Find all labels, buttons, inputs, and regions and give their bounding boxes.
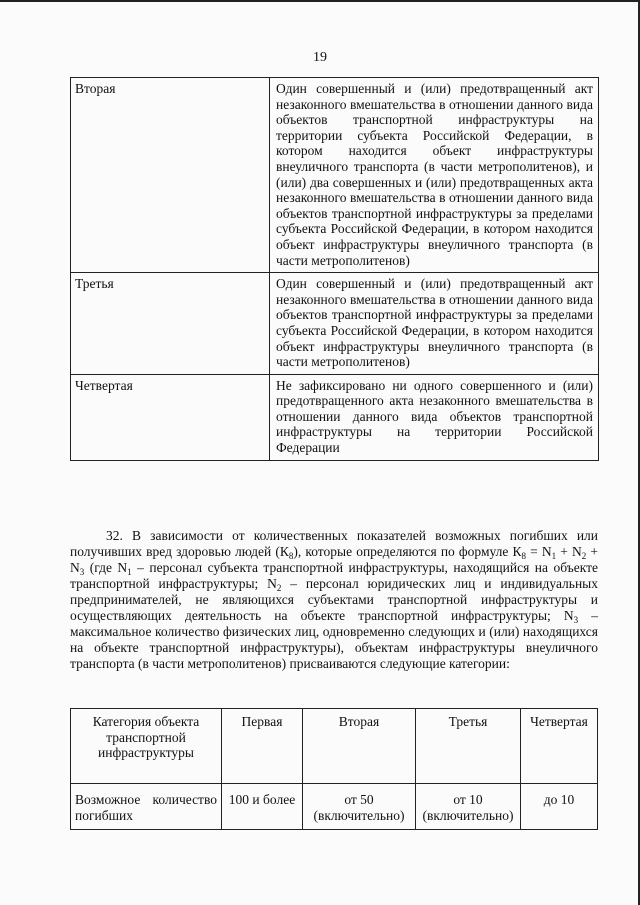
paragraph-text: – максимальное количество физических лиц, одновременно следующих и (или) находящихся на объекте транспортной инфраструктуры), объектам инфраструктуры внеуличного транспорта (в части метрополитенов) присваиваются следующие категории: [70,608,598,671]
scan-border-top [0,0,640,2]
page-number: 19 [313,50,327,65]
category-cell: Четвертая [71,374,270,460]
formula-text: + N [556,544,582,559]
categories-table [70,708,598,830]
value-cell: от 10 (включительно) [416,784,521,830]
header-cell-fourth: Четвертая [521,709,598,784]
subscript: 1 [127,567,132,577]
value-cell: от 50 (включительно) [303,784,416,830]
table-row [71,78,599,273]
value-cell: до 10 [521,784,598,830]
subscript: 8 [521,551,527,561]
subscript: 3 [79,567,85,577]
category-cell: Вторая [71,78,270,273]
header-cell-category: Категория объекта транспортной инфраструктуры [71,709,222,784]
table-row [71,374,599,460]
criteria-description-cell: Не зафиксировано ни одного совершенного и (или) предотвращенного акта незаконного вмешательства в отношении данного вида объектов транспортной инфраструктуры на территории Российской Федерации [270,374,599,460]
header-cell-second: Вторая [303,709,416,784]
formula-text: = N [526,544,552,559]
subscript: 8 [288,551,294,561]
paragraph-32 [70,528,598,672]
criteria-description-cell: Один совершенный и (или) предотвращенный акт незаконного вмешательства в отношении данного вида объектов транспортной инфраструктуры на территории субъекта Российской Федерации, в котором находится объект инфраструктуры внеуличного транспорта (в части метрополитенов), и (или) два совершенных и (или) предотвращенных акта незаконного вмешательства в отношении данного вида объектов транспортной инфраструктуры за пределами субъекта Российской Федерации, в котором находится объект инфраструктуры внеуличного транспорта (в части метрополитенов) [270,78,599,273]
criteria-description-cell: Один совершенный и (или) предотвращенный акт незаконного вмешательства в отношении данного вида объектов транспортной инфраструктуры за пределами субъекта Российской Федерации, в котором находится объект инфраструктуры внеуличного транспорта (в части метрополитенов) [270,273,599,375]
table-header-row [71,709,598,784]
criteria-table [70,77,599,461]
header-cell-third: Третья [416,709,521,784]
subscript: 1 [551,551,557,561]
table-row [71,784,598,830]
paragraph-text: 32. В зависимости от количественных показателей возможных погибших или получивших вред здоровью людей (К [70,528,598,559]
table-row [71,273,599,375]
subscript: 2 [276,583,282,593]
header-cell-first: Первая [222,709,303,784]
subscript: 2 [581,551,587,561]
formula-text: + N [70,544,598,575]
subscript: 3 [573,615,579,625]
category-cell: Третья [71,273,270,375]
paragraph-text: (где N [84,560,128,575]
row-label-cell: Возможное количество погибших [71,784,222,830]
paragraph-text: – персонал юридических лиц и индивидуальных предпринимателей, не являющихся субъектами транспортной инфраструктуры и осуществляющих деятельность на объекте транспортной инфраструктуры; N [70,576,598,623]
formula-symbol: К [512,544,522,559]
value-cell: 100 и более [222,784,303,830]
paragraph-text: – персонал субъекта транспортной инфраструктуры, находящийся на объекте транспортной инфраструктуры; N [70,560,598,591]
paragraph-text: ), которые определяются по формуле [293,544,513,559]
